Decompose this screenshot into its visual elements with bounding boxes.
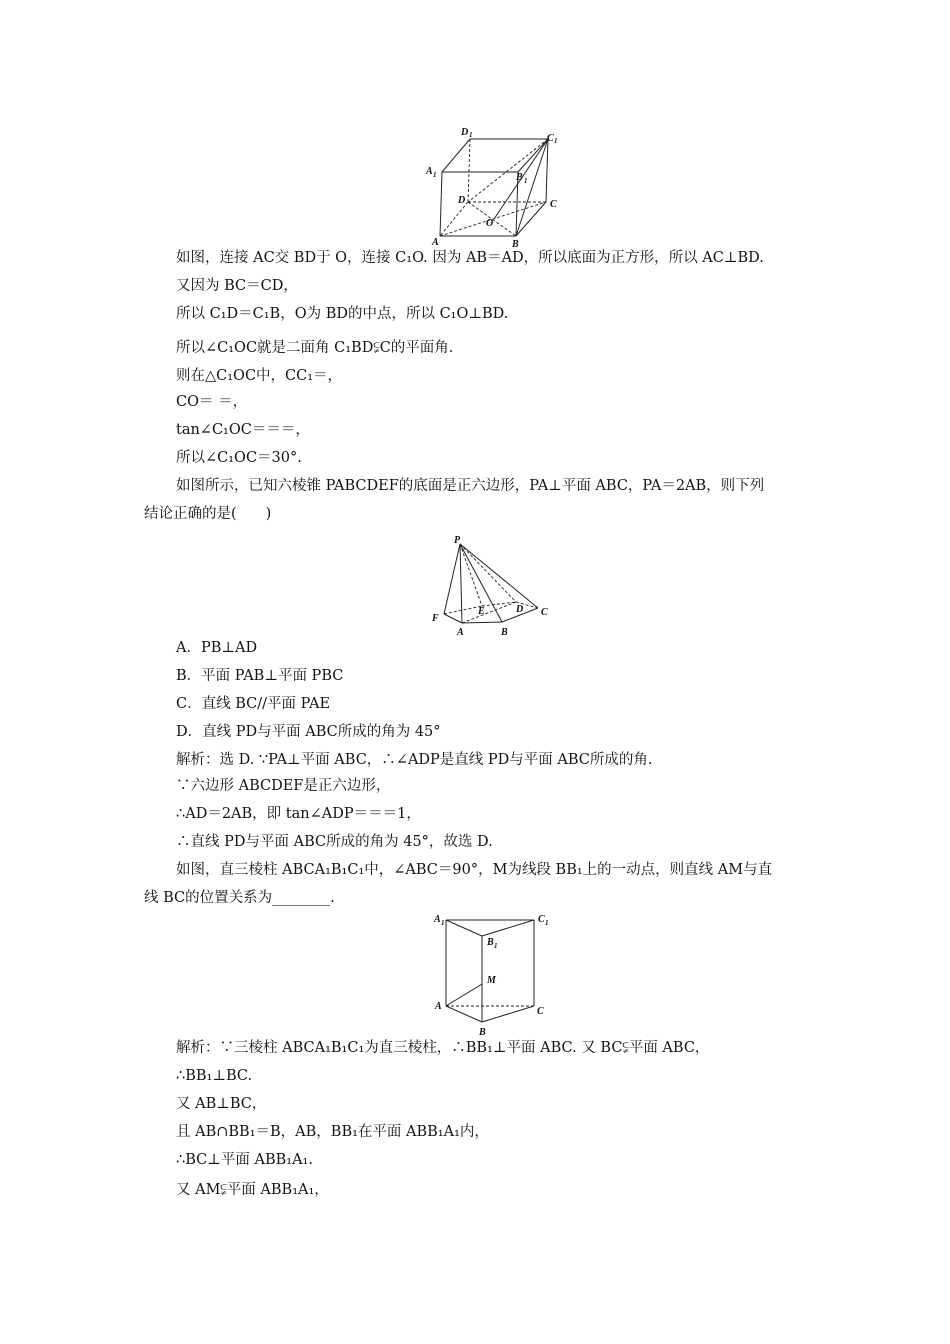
solution-line: 且 AB∩BB₁＝B，AB，BB₁在平面 ABB₁A₁内， xyxy=(176,1124,489,1140)
solution-line: ∵六边形 ABCDEF是正六边形， xyxy=(176,778,391,794)
solution-line: 解析：∵三棱柱 ABCA₁B₁C₁为直三棱柱，∴BB₁⊥平面 ABC. 又 BC⫋平面 ABC， xyxy=(176,1040,710,1056)
cube-label-A1-sub: 1 xyxy=(433,171,437,179)
question-stem: 如图，直三棱柱 ABCA₁B₁C₁中，∠ABC＝90°，M为线段 BB₁上的一动点，则直线 AM与直 xyxy=(176,862,773,878)
pyramid-figure xyxy=(428,534,558,640)
option-b: B．平面 PAB⊥平面 PBC xyxy=(176,668,344,684)
pyramid-label-D: D xyxy=(516,604,524,615)
solution-line: ∴BC⊥平面 ABB₁A₁. xyxy=(176,1152,313,1168)
cube-label-B1-sub: 1 xyxy=(524,177,528,185)
prism-figure-svg xyxy=(430,912,560,1038)
solution-line: 解析：选 D. ∵PA⊥平面 ABC，∴∠ADP是直线 PD与平面 ABC所成的角. xyxy=(176,752,653,768)
prism-figure xyxy=(430,912,560,1038)
text-line: 所以 C₁D＝C₁B，O为 BD的中点，所以 C₁O⊥BD. xyxy=(176,306,509,322)
prism-label-B1: B xyxy=(487,937,494,948)
solution-line: ∴AD＝2AB，即 tan∠ADP＝＝＝1， xyxy=(176,806,421,822)
option-c: C．直线 BC//平面 PAE xyxy=(176,696,331,712)
cube-label-C1: C xyxy=(547,133,554,144)
cube-label-B1: B xyxy=(516,172,523,183)
cube-label-D: D xyxy=(458,195,466,206)
solution-line: ∴BB₁⊥BC. xyxy=(176,1068,253,1084)
question-stem: 结论正确的是( ) xyxy=(144,506,272,522)
text-line: 所以∠C₁OC就是二面角 C₁BD⫋C的平面角. xyxy=(176,340,454,356)
prism-label-M: M xyxy=(487,975,496,986)
cube-label-C1-sub: 1 xyxy=(554,137,558,145)
pyramid-label-C: C xyxy=(541,607,548,618)
solution-line: ∴直线 PD与平面 ABC所成的角为 45°，故选 D. xyxy=(176,834,493,850)
prism-label-B1-sub: 1 xyxy=(494,942,498,950)
prism-label-C: C xyxy=(537,1006,544,1017)
prism-label-A1: A xyxy=(434,914,441,925)
cube-label-O: O xyxy=(486,218,494,229)
cube-label-D1-sub: 1 xyxy=(469,131,473,139)
pyramid-label-E: E xyxy=(478,606,485,617)
cube-label-B: B xyxy=(512,239,519,250)
solution-line: 又 AM⫋平面 ABB₁A₁， xyxy=(176,1182,329,1198)
text-line: 如图，连接 AC交 BD于 O，连接 C₁O. 因为 AB＝AD，所以底面为正方形，所以 AC⊥BD. xyxy=(176,250,764,266)
text-line: 所以∠C₁OC＝30°. xyxy=(176,450,302,466)
pyramid-label-B: B xyxy=(501,627,508,638)
text-line: tan∠C₁OC＝＝＝， xyxy=(176,422,310,438)
option-d: D．直线 PD与平面 ABC所成的角为 45° xyxy=(176,724,441,740)
option-a: A．PB⊥AD xyxy=(176,640,258,656)
cube-label-C: C xyxy=(550,199,557,210)
cube-label-D1: D xyxy=(461,127,469,138)
cube-figure xyxy=(420,124,570,250)
cube-label-A1: A xyxy=(426,166,433,177)
pyramid-figure-svg xyxy=(428,534,558,640)
cube-figure-svg xyxy=(420,124,570,250)
text-line: 又因为 BC＝CD， xyxy=(176,278,298,294)
prism-label-C1: C xyxy=(538,914,545,925)
text-line: CO＝ ＝， xyxy=(176,394,248,410)
cube-label-A: A xyxy=(432,237,439,248)
question-stem: 如图所示，已知六棱锥 PABCDEF的底面是正六边形，PA⊥平面 ABC，PA＝2AB，则下列 xyxy=(176,478,765,494)
pyramid-label-A: A xyxy=(457,627,464,638)
text-line: 则在△C₁OC中，CC₁＝， xyxy=(176,368,343,384)
pyramid-label-P: P xyxy=(454,535,461,546)
prism-label-B: B xyxy=(479,1027,486,1038)
question-stem: 线 BC的位置关系为________. xyxy=(144,890,335,906)
solution-line: 又 AB⊥BC， xyxy=(176,1096,267,1112)
prism-label-C1-sub: 1 xyxy=(545,919,549,927)
prism-label-A1-sub: 1 xyxy=(441,919,445,927)
prism-label-A: A xyxy=(435,1001,442,1012)
pyramid-label-F: F xyxy=(432,613,439,624)
